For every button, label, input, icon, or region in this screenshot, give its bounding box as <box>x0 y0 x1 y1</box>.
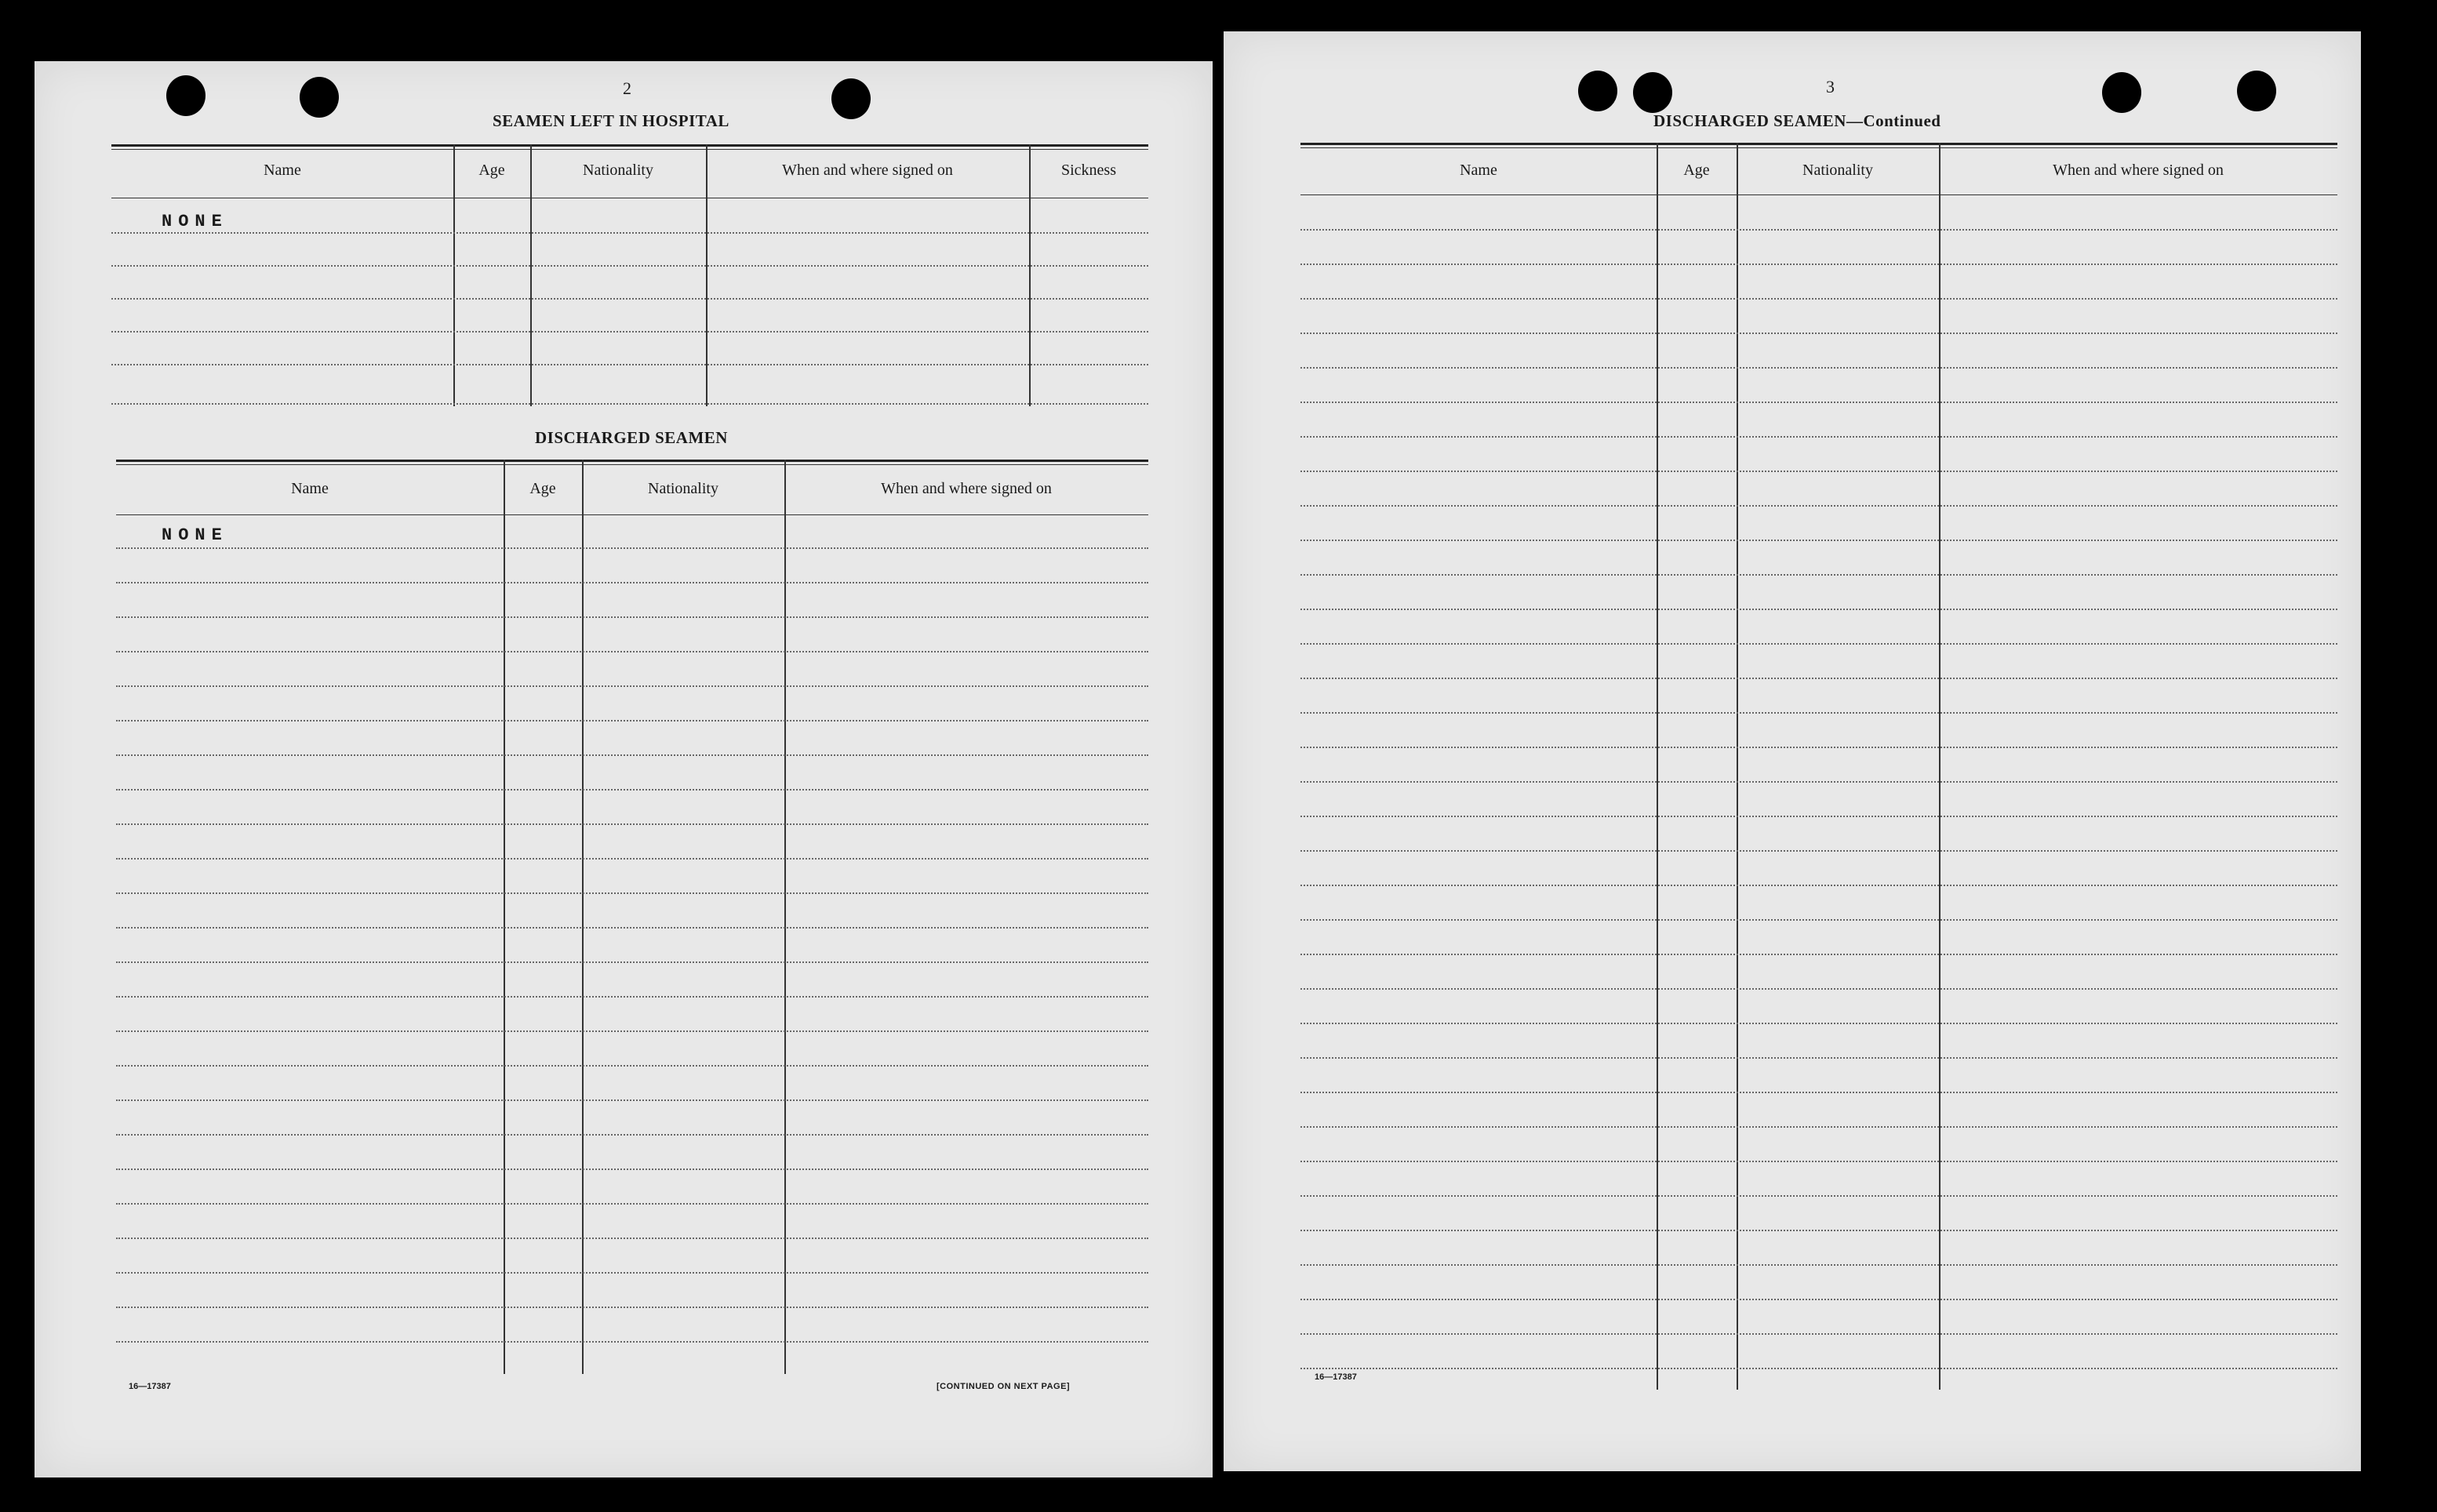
col-header-sickness: Sickness <box>1061 162 1116 179</box>
col-header-age: Age <box>529 480 556 497</box>
hospital-table <box>111 144 1148 416</box>
discharged-continued-title <box>1653 111 1941 131</box>
discharged-continued-table <box>1300 143 2337 1394</box>
right-page <box>1224 31 2361 1471</box>
col-header-signed-on: When and where signed on <box>782 162 953 179</box>
discharged-continued-title-main: DISCHARGED SEAMEN <box>1653 111 1846 130</box>
discharged-section-title: DISCHARGED SEAMEN <box>535 428 728 447</box>
col-header-signed-on: When and where signed on <box>2053 162 2224 179</box>
punch-hole <box>1633 72 1672 113</box>
left-page <box>35 61 1213 1477</box>
punch-hole <box>1578 71 1617 111</box>
punch-hole <box>2102 72 2141 113</box>
punch-hole <box>2237 71 2276 111</box>
col-header-age: Age <box>478 162 505 179</box>
col-header-signed-on: When and where signed on <box>881 480 1052 497</box>
page-number: 3 <box>1826 77 1835 96</box>
col-header-name: Name <box>1460 162 1497 179</box>
col-header-nationality: Nationality <box>583 162 653 179</box>
form-code: 16—17387 <box>1315 1372 1357 1382</box>
hospital-entry: NONE <box>162 212 228 231</box>
discharged-entry: NONE <box>162 525 228 545</box>
col-header-nationality: Nationality <box>648 480 718 497</box>
col-header-name: Name <box>291 480 329 497</box>
punch-hole <box>300 77 339 118</box>
col-header-name: Name <box>264 162 301 179</box>
col-header-nationality: Nationality <box>1802 162 1873 179</box>
hospital-section-title: SEAMEN LEFT IN HOSPITAL <box>493 111 729 130</box>
discharged-table <box>116 460 1148 1377</box>
col-header-age: Age <box>1683 162 1710 179</box>
punch-hole <box>166 75 206 116</box>
punch-hole <box>831 78 871 119</box>
continued-note: [CONTINUED ON NEXT PAGE] <box>937 1382 1071 1391</box>
form-code: 16—17387 <box>129 1382 171 1391</box>
discharged-continued-title-suffix: —Continued <box>1846 111 1941 130</box>
page-number: 2 <box>623 78 631 98</box>
